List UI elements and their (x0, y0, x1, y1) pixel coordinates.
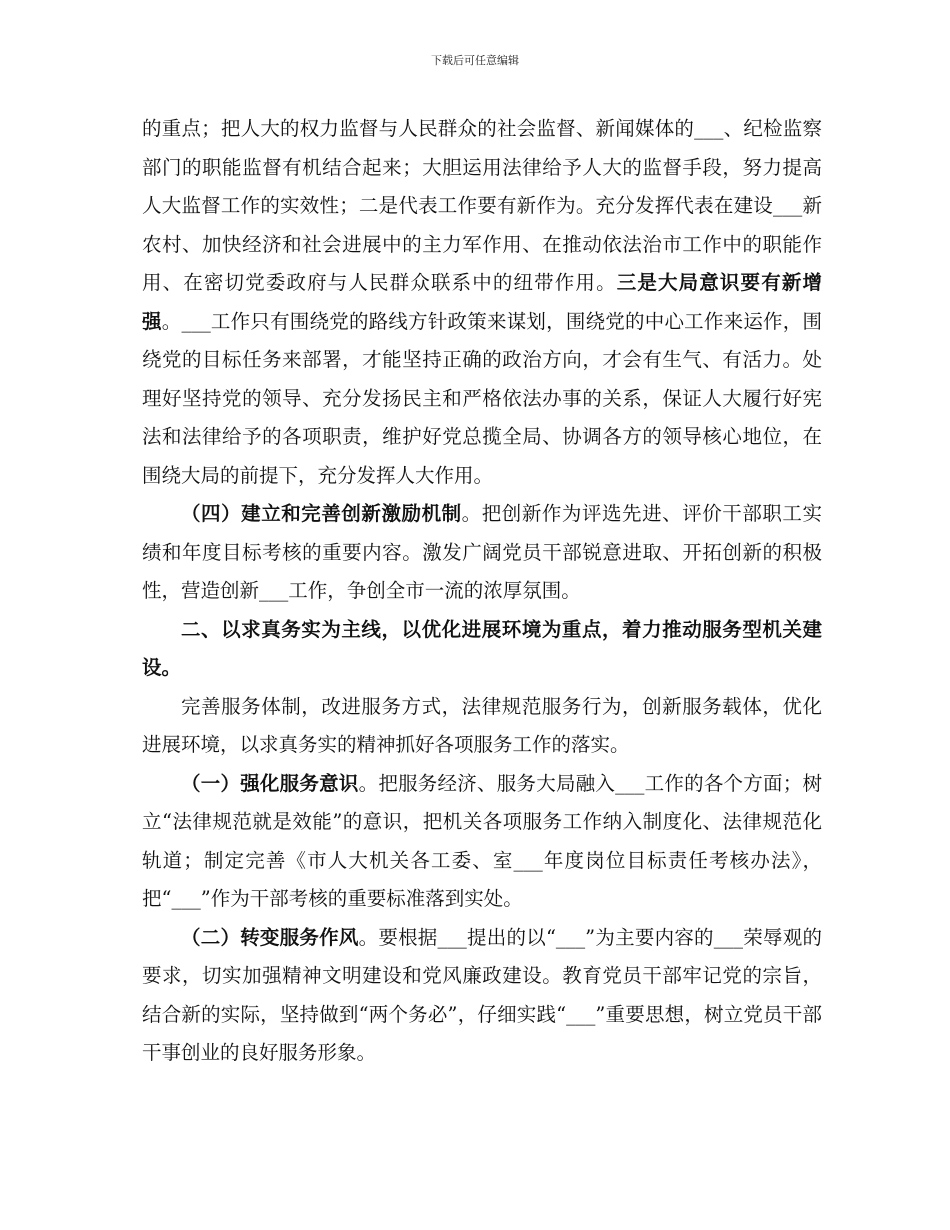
paragraph-1-bold: 三是大局意识要有新增强 (142, 271, 822, 333)
paragraph-6-text: 。要根据___提出的以“___”为主要内容的___荣辱观的要求，切实加强精神文明建设和党风廉政建设。教育党员干部牢记党的宗旨，结合新的实际，坚持做到“两个务必”，仔细实践“___”重要思想，树立党员干部干事创业的良好服务形象。 (142, 925, 822, 1064)
paragraph-6-heading: （二）转变服务作风 (181, 925, 359, 949)
paragraph-4: 完善服务体制，改进服务方式，法律规范服务行为，创新服务载体，优化进展环境，以求真务实的精神抓好各项服务工作的落实。 (142, 694, 822, 756)
section-heading-2: 二、以求真务实为主线，以优化进展环境为重点，着力推动服务型机关建设。 (142, 617, 822, 679)
paragraph-1-text-c: 。___工作只有围绕党的路线方针政策来谋划，围绕党的中心工作来运作，围绕党的目标任务来部署，才能坚持正确的政治方向，才会有生气、有活力。处理好坚持党的领导、充分发扬民主和严格依法办事的关系，保证人大履行好宪法和法律给予的各项职责，维护好党总揽全局、协调各方的领导核心地位，在围绕大局的前提下，充分发挥人大作用。 (142, 309, 822, 487)
paragraph-6 (142, 919, 822, 1073)
paragraph-5 (142, 765, 822, 919)
paragraph-2 (142, 495, 822, 611)
paragraph-5-heading: （一）强化服务意识 (181, 771, 359, 795)
paragraph-2-heading: （四）建立和完善创新激励机制 (181, 502, 462, 525)
paragraph-1 (142, 110, 822, 495)
page-header: 下载后可任意编辑 (431, 54, 519, 67)
paragraph-5-text: 。把服务经济、服务大局融入___工作的各个方面；树立“法律规范就是效能”的意识，把机关各项服务工作纳入制度化、法律规范化轨道；制定完善《市人大机关各工委、室___年度岗位目标责任考核办法》，把“___”作为干部考核的重要标准落到实处。 (142, 771, 822, 910)
paragraph-2-text: 。把创新作为评选先进、评价干部职工实绩和年度目标考核的重要内容。激发广阔党员干部锐意进取、开拓创新的积极性，营造创新___工作，争创全市一流的浓厚氛围。 (142, 502, 822, 602)
document-body (142, 110, 822, 1073)
paragraph-1-text-a: 的重点；把人大的权力监督与人民群众的社会监督、新闻媒体的___、纪检监察部门的职能监督有机结合起来；大胆运用法律给予人大的监督手段，努力提高人大监督工作的实效性；二是代表工作要有新作为。充分发挥代表在建设___新农村、加快经济和社会进展中的主力军作用、在推动依法治市工作中的职能作用、在密切党委政府与人民群众联系中的纽带作用。 (142, 117, 822, 294)
